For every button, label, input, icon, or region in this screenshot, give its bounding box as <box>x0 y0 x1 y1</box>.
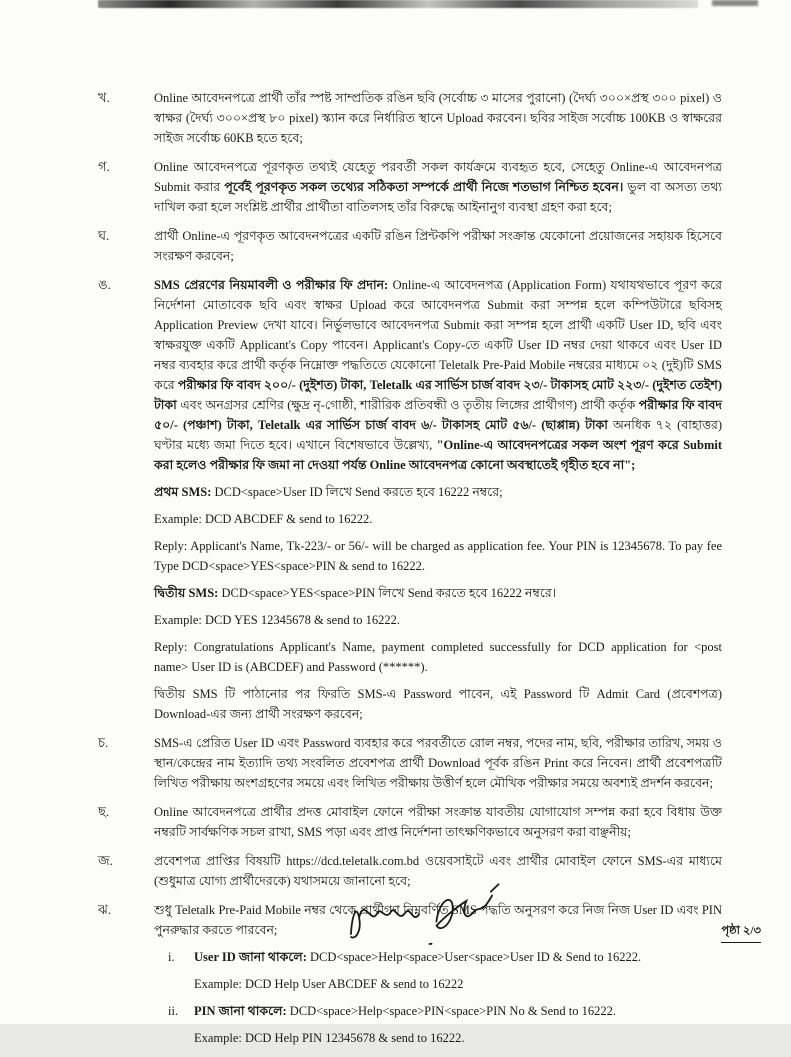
section-text-part: Online আবেদনপত্রে পূরণকৃত তথ্যই যেহেতু পরবর্তী সকল কার্যক্রমে ব্যবহৃত হবে, সেহেতু Online-এ আবেদনপত্র Submit করার <box>154 160 722 194</box>
section-text-part: ভুল বা অসত্য তথ্য দাখিল করা হলে সংশ্লিষ্ট প্রার্থীর প্রার্থীতা বাতিলসহ তাঁর বিরুদ্ধে আইনানুগ ব্যবস্থা গ্রহণ করা হবে; <box>154 180 722 214</box>
section-text-part: শুধু Teletalk Pre-Paid Mobile নম্বর থেকে প্রার্থীগণ নিম্নবর্ণিত SMS পদ্ধতি অনুসরণ করে নিজ নিজ User ID এবং PIN পুনরুদ্ধার করতে পারবেন; <box>154 903 722 937</box>
sub-item-text: Example: DCD Help User ABCDEF & send to 16222 <box>194 977 464 991</box>
section-text <box>154 157 722 217</box>
section-text-part: পরীক্ষার ফি বাবদ ৫০/- (পঞ্চাশ) টাকা, Teletalk এর সার্ভিস চার্জ বাবদ ৬/- টাকাসহ মোট ৫৬/- (ছাপ্পান্ন) টাকা <box>154 398 722 432</box>
sub-item-text: DCD<space>Help<space>User<space>User ID & Send to 16222. <box>306 950 642 964</box>
section-marker: গ. <box>98 159 110 174</box>
example-line <box>154 610 722 630</box>
section-marker: ঙ. <box>98 277 111 292</box>
section-text-part: "Online-এ আবেদনপত্রের সকল অংশ পূরণ করে Submit করা হলেও পরীক্ষার ফি জমা না দেওয়া পর্যন্ত Online আবেদনপত্র কোনো অবস্থাতেই গৃহীত হবে না"; <box>154 438 722 472</box>
sub-item-text: DCD<space>User ID লিখে Send করতে হবে 16222 নম্বরে; <box>211 485 503 499</box>
section-text <box>154 733 722 793</box>
example-line <box>194 974 722 994</box>
section-row <box>98 802 722 842</box>
scan-artifact <box>712 0 758 6</box>
section-text-part: পূর্বেই পূরণকৃত সকল তথ্যের সঠিকতা সম্পর্কে প্রার্থী নিজে শতভাগ নিশ্চিত হবেন। <box>224 180 624 194</box>
sub-item-label: User ID জানা থাকলে: <box>194 950 307 964</box>
section-marker: ঘ. <box>98 228 110 243</box>
section-body <box>154 157 722 217</box>
section-text-part: Online আবেদনপত্রে প্রার্থীর প্রদত্ত মোবাইল ফোনে পরীক্ষা সংক্রান্ত যাবতীয় যোগাযোগ সম্পন্ন করা হবে বিধায় উক্ত নম্বরটি সার্বক্ষণিক সচল রাখা, SMS পড়া এবং প্রাপ্ত নির্দেশনা তাৎক্ষণিকভাবে অনুসরণ করা বাঞ্ছনীয়; <box>154 805 722 839</box>
section-marker: খ. <box>98 90 110 105</box>
scan-artifact <box>98 0 698 8</box>
section-body <box>154 226 722 266</box>
section-marker: ঝ. <box>98 902 112 917</box>
section-body <box>154 275 722 724</box>
section-row <box>98 226 722 266</box>
section-text <box>154 802 722 842</box>
password-note <box>154 684 722 724</box>
sub-item-text: দ্বিতীয় SMS টি পাঠানোর পর ফিরতি SMS-এ Password পাবেন, এই Password টি Admit Card (প্রবেশপত্র) Download-এর জন্য প্রার্থী সংরক্ষণ করবেন; <box>154 687 722 721</box>
section-body <box>154 733 722 793</box>
sub-item-label: PIN জানা থাকলে: <box>194 1004 287 1018</box>
section-text <box>154 275 722 475</box>
sub-item-text: Example: DCD YES 12345678 & send to 16222. <box>154 613 401 627</box>
sub-item-text: Example: DCD ABCDEF & send to 16222. <box>154 512 373 526</box>
section-row <box>98 157 722 217</box>
signature-handwritten-icon <box>338 873 517 954</box>
sub-item-label: প্রথম SMS: <box>154 485 212 499</box>
sub-item-text: Reply: Congratulations Applicant's Name, payment completed successfully for DCD application for <post name> User ID is (ABCDEF) and Password (******). <box>154 640 722 674</box>
page-footer <box>98 876 763 976</box>
section-marker: চ. <box>98 735 109 750</box>
first-sms-line <box>154 482 722 502</box>
reply-line <box>154 536 722 576</box>
section-body <box>154 88 722 148</box>
sub-item-text: Reply: Applicant's Name, Tk-223/- or 56/- will be charged as application fee. Your PIN is 12345678. To pay fee Type DCD<space>YES<space>PIN & send to 16222. <box>154 539 722 573</box>
section-row <box>98 733 722 793</box>
section-text-part: অনধিক ৭২ (বাহাত্তর) ঘণ্টার মধ্যে জমা দিতে হবে। এখানে বিশেষভাবে উল্লেখ্য, <box>154 418 722 452</box>
example-line <box>194 1028 722 1048</box>
section-row <box>98 88 722 148</box>
help-pin-line <box>168 1001 722 1021</box>
section-marker: জ. <box>98 853 113 868</box>
section-text-part: SMS-এ প্রেরিত User ID এবং Password ব্যবহার করে পরবর্তীতে রোল নম্বর, পদের নাম, ছবি, পরীক্ষার তারিখ, সময় ও স্থান/কেন্দ্রের নাম ইত্যাদি তথ্য সংবলিত প্রবেশপত্র প্রার্থী Download পূর্বক রঙিন Print করে নিবেন। প্রার্থী প্রবেশপত্রটি লিখিত পরীক্ষায় অংশগ্রহণের সময়ে এবং লিখিত পরীক্ষায় উত্তীর্ণ হলে মৌখিক পরীক্ষার সময়ে অবশ্যই প্রদর্শন করবেন; <box>154 736 722 790</box>
sub-item-number: ii. <box>168 1004 179 1018</box>
sub-item-number: i. <box>168 950 175 964</box>
section-text <box>154 88 722 148</box>
section-text-part: প্রবেশপত্র প্রাপ্তির বিষয়টি https://dcd.teletalk.com.bd ওয়েবসাইটে এবং প্রার্থীর মোবাইল ফোনে SMS-এর মাধ্যমে (শুধুমাত্র যোগ্য প্রার্থীদেরকে) যথাসময়ে জানানো হবে; <box>154 854 722 888</box>
second-sms-line <box>154 583 722 603</box>
page-number: পৃষ্ঠা ২/৩ <box>721 922 761 943</box>
sub-item-label: দ্বিতীয় SMS: <box>154 586 219 600</box>
section-text-part: Online-এ আবেদনপত্র (Application Form) যথাযথভাবে পূরণ করে নির্দেশনা মোতাবেক ছবি এবং স্বাক্ষর Upload করে আবেদনপত্র Submit করা সম্পন্ন হলে কম্পিউটারে ছবিসহ Application Preview দেখা যাবে। নির্ভুলভাবে আবেদনপত্র Submit করা সম্পন্ন হলে প্রার্থী একটি User ID, ছবি এবং স্বাক্ষরযুক্ত একটি Applicant's Copy পাবেন। Applicant's Copy-তে একটি User ID নম্বর দেয়া থাকবে এবং User ID নম্বর ব্যবহার করে প্রার্থী কর্তৃক নিম্নোক্ত পদ্ধতিতে যেকোনো Teletalk Pre-Paid Mobile নম্বরের মাধ্যমে ০২ (দুই)টি SMS করে <box>154 278 722 392</box>
section-marker: ছ. <box>98 804 110 819</box>
section-text-part: এবং অনগ্রসর শ্রেণির (ক্ষুদ্র নৃ-গোষ্ঠী, শারীরিক প্রতিবন্ধী ও তৃতীয় লিঙ্গের প্রার্থীগণ) প্রার্থী কর্তৃক <box>176 398 639 412</box>
section-text-part: Online আবেদনপত্রে প্রার্থী তাঁর স্পষ্ট সাম্প্রতিক রঙিন ছবি (সর্বোচ্চ ৩ মাসের পুরানো) (দৈর্ঘ্য ৩০০×প্রস্থ ৩০০ pixel) ও স্বাক্ষর (দৈর্ঘ্য ৩০০×প্রস্থ ৮০ pixel) স্ক্যান করে নির্ধারিত স্থানে Upload করবেন। ছবির সাইজ সর্বোচ্চ 100KB ও স্বাক্ষরের সাইজ সর্বোচ্চ 60KB হতে হবে; <box>154 91 722 145</box>
section-text-part: প্রার্থী Online-এ পূরণকৃত আবেদনপত্রের একটি রঙিন প্রিন্টকপি পরীক্ষা সংক্রান্ত যেকোনো প্রয়োজনের সহায়ক হিসেবে সংরক্ষণ করবেন; <box>154 229 722 263</box>
sub-item-text: DCD<space>Help<space>PIN<space>PIN No & Send to 16222. <box>286 1004 617 1018</box>
sub-item-text: DCD<space>YES<space>PIN লিখে Send করতে হবে 16222 নম্বরে। <box>218 586 557 600</box>
section-text-part: SMS প্রেরণের নিয়মাবলী ও পরীক্ষার ফি প্রদান: <box>154 278 393 292</box>
reply-line <box>154 637 722 677</box>
section-body <box>154 802 722 842</box>
example-line <box>154 509 722 529</box>
section-text-part: পরীক্ষার ফি বাবদ ২০০/- (দুইশত) টাকা, Teletalk এর সার্ভিস চার্জ বাবদ ২৩/- টাকাসহ মোট ২২৩/- (দুইশত তেইশ) টাকা <box>154 378 722 412</box>
section-row <box>98 275 722 724</box>
sub-item-text: Example: DCD Help PIN 12345678 & send to 16222. <box>194 1031 465 1045</box>
section-text <box>154 226 722 266</box>
